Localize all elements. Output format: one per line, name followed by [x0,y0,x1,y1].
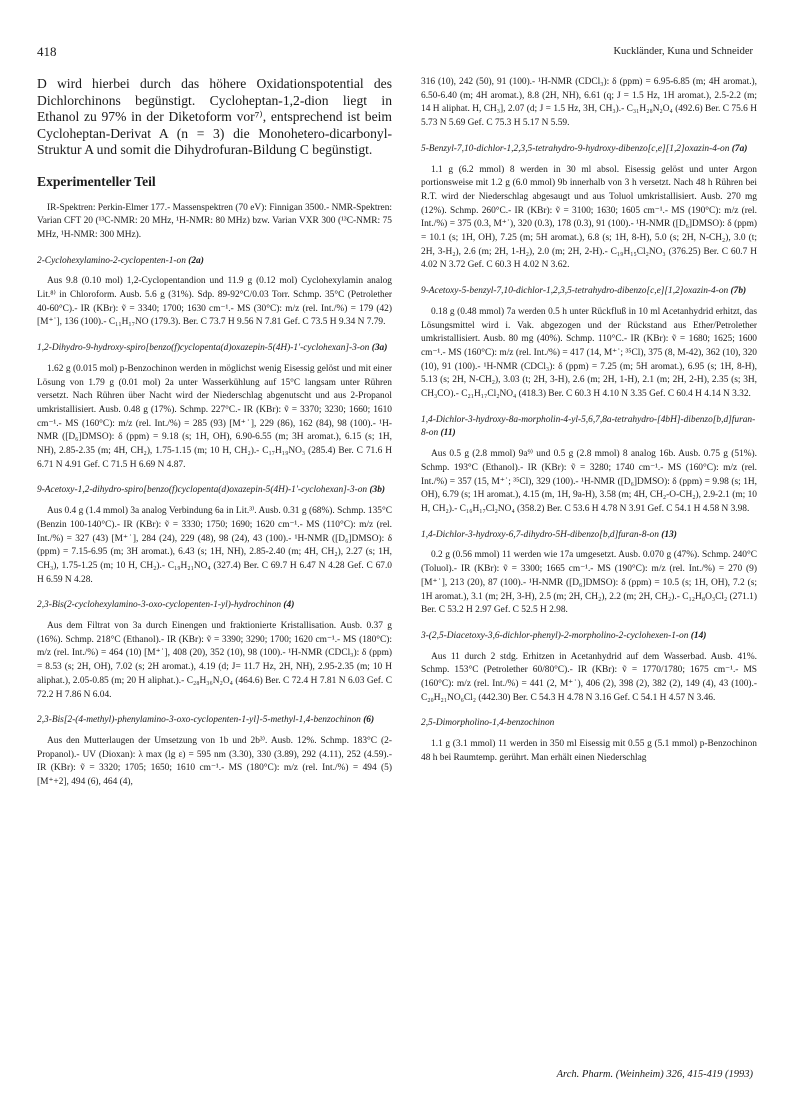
compound-2a-text: Aus 9.8 (0.10 mol) 1,2-Cyclopentandion und 11.9 g (0.12 mol) Cyclohexylamin analog Lit.⁸⁾ in Chloroform. Ausb. 5.6 g (31%). Sdp. 89-92°C/0.03 Torr. Schmp. 35°C (Petrolether 40-60°C).- IR (KBr): ṽ = 3340; 1700; 1630 cm⁻¹.- MS (30°C): m/z (rel. Int./%) = 179 (42) [M⁺˙], 136 (100).- C₁₁H₁₇NO (179.3). Ber. C 73.7 H 9.56 N 7.81 Gef. C 73.5 H 9.34 N 7.79. [37,276,392,328]
compound-3b-text: Aus 0.4 g (1.4 mmol) 3a analog Verbindung 6a in Lit.³⁾. Ausb. 0.31 g (68%). Schmp. 135°C (Benzin 100-140°C).- IR (KBr): ṽ = 3330; 1750; 1690; 1620 cm⁻¹.- MS (110°C): m/z (rel. Int./%) = 327 (43) [M⁺˙], 284 (24), 229 (48), 98 (24), 43 (100).- ¹H-NMR ([D₆]DMSO): δ (ppm) = 7.15-6.95 (m; 3H aromat.), 6.43 (s; 1H, NH), 2.85-2.40 (m; 4H, CH₂), 2.27 (s; 1H, CH₃), 1.75-1.25 (m; 10 H, CH₂).- C₁₉H₂₁NO₄ (327.4) Ber. C 69.7 H 6.47 N 4.28 Gef. C 67.0 H 6.59 N 4.28. [37,506,392,585]
section-title: Experimenteller Teil [37,173,156,189]
compound-6-title: 2,3-Bis[2-(4-methyl)-phenylamino-3-oxo-cyclopenten-1-yl]-5-methyl-1,4-benzochinon (6) [37,715,375,726]
compound-6-text: Aus den Mutterlaugen der Umsetzung von 1b und 2b³⁾. Ausb. 12%. Schmp. 183°C (2-Propanol).- UV (Dioxan): λ max (lg ε) = 595 nm (3.30), 330 (3.89), 292 (4.11), 252 (4.59).- IR (KBr): ṽ = 3320; 1705; 1650; 1610 cm⁻¹.- MS (180°C): m/z (rel. Int./%) = 494 (5) [M⁺+2], 494 (6), 464 (4), [37,736,392,788]
running-header-authors: Kuckländer, Kuna und Schneider [613,46,753,57]
compound-14-title: 3-(2,5-Diacetoxy-3,6-dichlor-phenyl)-2-morpholino-2-cyclohexen-1-on (14) [421,630,707,641]
compound-7a-title: 5-Benzyl-7,10-dichlor-1,2,3,5-tetrahydro-9-hydroxy-dibenzo[c,e][1,2]oxazin-4-on (7a) [421,143,748,154]
left-column [37,76,392,790]
right-column [421,76,757,766]
intro-paragraph: D wird hierbei durch das höhere Oxidationspotential des Dichlorchinons begünstigt. Cycloheptan-1,2-dion liegt in Ethanol zu 97% in der Diketoform vor⁷⁾, entsprechend ist beim Cycloheptan-Derivat A (n = 3) die Monohetero-dicarbonyl-Struktur A und somit die Dihydrofuran-Bildung C begünstigt. [37,76,392,157]
compound-3a-text: 1.62 g (0.015 mol) p-Benzochinon werden in möglichst wenig Eisessig gelöst und mit einer Lösung von 1.79 g (0.01 mol) 2a unter Wasserkühlung auf 15°C langsam unter Rühren versetzt. Nach Rühren über Nacht wird der Niederschlag abgenutscht und aus 2-Propanol umkristallisiert. Ausb. 0.48 g (17%). Schmp. 227°C.- IR (KBr): ṽ = 3370; 3230; 1660; 1610 cm⁻¹.- MS (160°C): m/z (rel. Int./%) = 285 (93) [M⁺˙], 229 (86), 162 (84), 98 (100).- ¹H-NMR ([D₆]DMSO): δ (ppm) = 9.18 (s; 1H, OH), 6.90-6.55 (m; 3H aromat.), 6.15 (s; 1H, NH), 2.85-2.35 (m; 4H, CH₂), 1.75-1.15 (m; 10 H, CH₂).- C₁₇H₁₉NO₃ (285.4) Ber. C 71.6 H 6.71 N 4.91 Gef. C 71.5 H 6.69 N 4.87. [37,363,392,470]
compound-4-text: Aus dem Filtrat von 3a durch Einengen und fraktionierte Kristallisation. Ausb. 0.37 g (16%). Schmp. 218°C (Ethanol).- IR (KBr): ṽ = 3390; 3290; 1700; 1620 cm⁻¹.- MS (180°C): m/z (rel. Int./%) = 464 (10) [M⁺˙], 408 (20), 352 (10), 98 (100).- ¹H-NMR (CDCl₃): δ (ppm) = 8.53 (s; 2H, OH), 7.02 (s; 2H aromat.), 4.19 (d; J= 11.7 Hz, 2H, NH), 2.95-2.35 (m; 10 H aliphat.), 2.05-0.85 (m; 20 H aliphat.).- C₂₈H₃₆N₂O₄ (464.6) Ber. C 72.4 H 7.81 N 6.03 Gef. C 72.2 H 7.86 N 6.04. [37,621,392,700]
compound-3a-title: 1,2-Dihydro-9-hydroxy-spiro[benzo(f)cyclopenta(d)oxazepin-5(4H)-1'-cyclohexan]-3-on (3a) [37,343,388,354]
compound-14-text: Aus 11 durch 2 stdg. Erhitzen in Acetanhydrid auf dem Wasserbad. Ausb. 41%. Schmp. 153°C (Petrolether 60/80°C).- IR (KBr): ṽ = 1770/1780; 1675 cm⁻¹.- MS (160°C): m/z (rel. Int./%) = 441 (2, M⁺˙), 406 (2), 398 (2), 382 (2), 149 (4), 43 (100).- C₂₀H₂₁NO₆Cl₂ (442.30) Ber. C 54.3 H 4.78 N 3.16 Gef. C 54.1 H 4.57 N 3.46. [421,651,757,703]
compound-7b-text: 0.18 g (0.48 mmol) 7a werden 0.5 h unter Rückfluß in 10 ml Acetanhydrid erhitzt, das Lösungsmittel wird i. Vak. abgezogen und der Rückstand aus Ether/Petrolether umkristallisiert. Ausb. 80 mg (40%). Schmp. 110°C.- IR (KBr): ṽ = 1680; 1625; 1600 cm⁻¹.- MS (160°C): m/z (rel. Int./%) = 417 (14, M⁺˙; ³⁵Cl), 375 (8, M-42), 362 (10), 320 (10), 91 (100).- ¹H-NMR (CDCl₃): δ (ppm) = 7.25 (m; 5H aromat.), 6.95 (s; 1H, 8-H), 5.13 (s; 2H, N-CH₂), 3.03 (t; 2H, 3-H), 2.6 (m; 2H, 1-H), 2.1 (m; 2H, 2-H), 2.35 (s; 3H, CH₃CO).- C₂₁H₁₇Cl₂NO₄ (418.3) Ber. C 60.3 H 4.10 N 3.35 Gef. C 60.4 H 4.14 N 3.32. [421,306,757,400]
compound-7b-title: 9-Acetoxy-5-benzyl-7,10-dichlor-1,2,3,5-tetrahydro-dibenzo[c,e][1,2]oxazin-4-on (7b) [421,286,747,297]
compound-13-title: 1,4-Dichlor-3-hydroxy-6,7-dihydro-5H-dibenzo[b,d]furan-8-on (13) [421,529,677,540]
compound-benzochinon-text: 1.1 g (3.1 mmol) 11 werden in 350 ml Eisessig mit 0.55 g (5.1 mmol) p-Benzochinon 48 h bei Raumtemp. gerührt. Man erhält einen Niederschlag [421,739,757,763]
compound-13-text: 0.2 g (0.56 mmol) 11 werden wie 17a umgesetzt. Ausb. 0.070 g (47%). Schmp. 240°C (Toluol).- IR (KBr): ṽ = 3300; 1665 cm⁻¹.- MS (190°C): m/z (rel. Int./%) = 270 (9) [M⁺˙], 213 (20), 87 (100).- ¹H-NMR ([D₆]DMSO): δ (ppm) = 10.5 (s; 1H, OH), 7.2 (s; 1H aromat.), 3.1 (m; 2H, 3-H), 2.5 (m; 2H, CH₂), 2.2 (m; 2H, CH₂).- C₁₂H₈O₃Cl₂ (271.1) Ber. C 53.2 H 2.97 Gef. C 52.5 H 2.98. [421,550,757,616]
page-number: 418 [37,44,57,59]
compound-6-text-continued: 316 (10), 242 (50), 91 (100).- ¹H-NMR (CDCl₃): δ (ppm) = 6.95-6.85 (m; 4H aromat.), 6.50-6.40 (m; 4H aromat.), 8.8 (2H, NH), 6.61 (q; J = 1.5 Hz, 1H aromat.), 2.5-2.2 (m; 14 H aliphat. H, CH₃], 2.07 (d; J = 1.5 Hz, 3H, CH₃).- C₃₁H₂₈N₂O₄ (492.6) Ber. C 75.6 H 5.73 N 5.69 Gef. C 75.3 H 5.17 N 5.59. [421,77,757,129]
journal-citation: Arch. Pharm. (Weinheim) 326, 415-419 (1993) [556,1069,753,1080]
compound-4-title: 2,3-Bis(2-cyclohexylamino-3-oxo-cyclopenten-1-yl)-hydrochinon (4) [37,600,295,611]
compound-7a-text: 1.1 g (6.2 mmol) 8 werden in 30 ml absol. Eisessig gelöst und unter Argon portionsweise mit 1.2 g (6.0 mmol) 9b innerhalb von 3 h versetzt. Nach 48 h Rühren bei R.T. wird der Niederschlag abgesaugt und aus Toluol umkristallisiert. Ausb. 270 mg (12%). Schmp. 260°C.- IR (KBr): ṽ = 3100; 1630; 1605 cm⁻¹.- MS (190°C): m/z (rel. Int./%) = 375 (0.3, M⁺˙), 320 (0.3), 178 (0.3), 91 (100).- ¹H-NMR ([D₆]DMSO): δ (ppm) = 10.1 (s; 1H, OH), 7.25 (m; 5H aromat.), 6.8 (s; 1H, 8-H), 5.0 (s; 2H, N-CH₂), 3.0 (t; 2H, 3-H₂), 2.6 (m; 2H, 1-H₂), 2.0 (m; 2H, 2-H).- C₁₉H₁₅Cl₂NO₃ (376.25) Ber. C 60.7 H 4.02 N 3.72 Gef. C 60.3 H 4.02 N 3.62. [421,164,757,271]
compound-2a-title: 2-Cyclohexylamino-2-cyclopenten-1-on (2a) [37,255,204,266]
compound-11-title: 1,4-Dichlor-3-hydroxy-8a-morpholin-4-yl-5,6,7,8a-tetrahydro-[4bH]-dibenzo[b,d]furan-8-on (11) [421,414,756,439]
compound-11-text: Aus 0.5 g (2.8 mmol) 9a⁹⁾ und 0.5 g (2.8 mmol) 8 analog 16b. Ausb. 0.75 g (51%). Schmp. 193°C (Ethanol).- IR (KBr): ṽ = 3280; 1740 cm⁻¹.- MS (160°C): m/z (rel. Int./%) = 357 (15, M⁺˙; ³⁵Cl), 329 (100).- ¹H-NMR ([D₆]DMSO): δ (ppm) = 9.98 (s; 1H, OH), 6.79 (s; 1H aromat.), 4.15 (m, 1H, 9a-H), 3.58 (m; 4H, CH₂-O-CH₂), 2.9-2.1 (m; 10 H, CH₂).- C₁₆H₁₇Cl₂NO₄ (358.2) Ber. C 53.6 H 4.78 N 3.91 Gef. C 54.1 H 4.58 N 3.98. [421,449,757,514]
methods-paragraph: IR-Spektren: Perkin-Elmer 177.- Massenspektren (70 eV): Finnigan 3500.- NMR-Spektren: Varian CFT 20 (¹³C-NMR: 20 MHz, ¹H-NMR: 80 MHz) bzw. Varian VXR 300 (¹³C-NMR: 75 MHz, ¹H-NMR: 300 MHz). [37,202,392,240]
compound-3b-title: 9-Acetoxy-1,2-dihydro-spiro[benzo(f)cyclopenta(d)oxazepin-5(4H)-1'-cyclohexan]-3-on (3b) [37,485,386,496]
compound-benzochinon-title: 2,5-Dimorpholino-1,4-benzochinon [421,718,555,729]
